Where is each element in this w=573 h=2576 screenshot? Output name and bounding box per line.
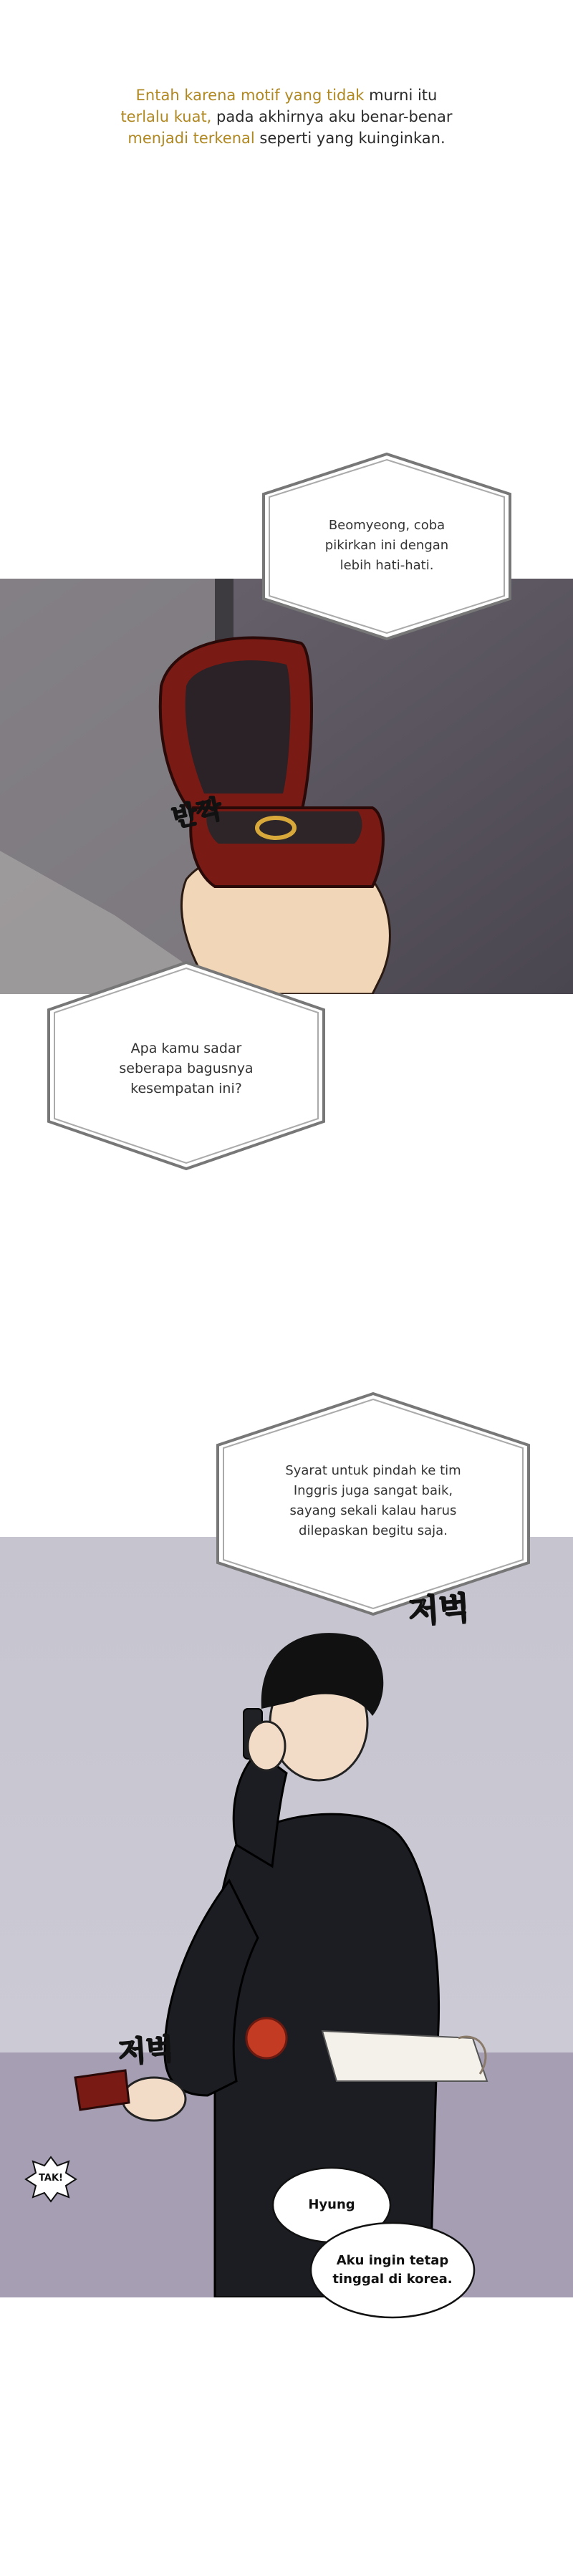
bubble-korea-text — [308, 2252, 477, 2289]
bubble-line: dilepaskan begitu saja. — [299, 1523, 448, 1538]
caption-text: pada akhirnya aku benar-benar — [211, 108, 453, 125]
bubble-1-text — [286, 516, 487, 576]
sfx-shine: 반짝 — [170, 794, 225, 834]
bubble-line: Apa kamu sadar — [130, 1041, 242, 1056]
bubble-line: seberapa bagusnya — [119, 1061, 254, 1076]
bubble-line: Inggris juga sangat baik, — [293, 1483, 453, 1498]
bubble-line: Aku ingin tetap — [336, 2253, 449, 2268]
bubble-line: lebih hati-hati. — [340, 558, 434, 573]
tak-text: TAK! — [39, 2173, 63, 2184]
bubble-line: Beomyeong, coba — [328, 518, 446, 533]
caption-text: terlalu kuat, — [120, 108, 212, 125]
caption-text: motif yang tidak — [240, 87, 365, 104]
bubble-line: Syarat untuk pindah ke tim — [285, 1463, 461, 1478]
sfx-footsteps-left: 저벅 — [117, 2032, 175, 2070]
bubble-line: kesempatan ini? — [130, 1081, 242, 1096]
bubble-line: pikirkan ini dengan — [324, 538, 449, 553]
caption-text: seperti yang kuinginkan. — [254, 130, 446, 147]
bubble-3-text — [248, 1461, 499, 1541]
sfx-footsteps-top: 저벅 — [407, 1590, 471, 1631]
bubble-line: sayang sekali kalau harus — [289, 1503, 457, 1518]
bubble-2-text — [79, 1038, 294, 1099]
narration-caption — [0, 85, 573, 149]
caption-text: menjadi terkenal — [127, 130, 255, 147]
caption-text: murni itu — [364, 87, 438, 104]
bubble-hyung-text: Hyung — [308, 2197, 355, 2212]
bubble-line: tinggal di korea. — [332, 2272, 453, 2287]
caption-text: Entah karena — [135, 87, 241, 104]
